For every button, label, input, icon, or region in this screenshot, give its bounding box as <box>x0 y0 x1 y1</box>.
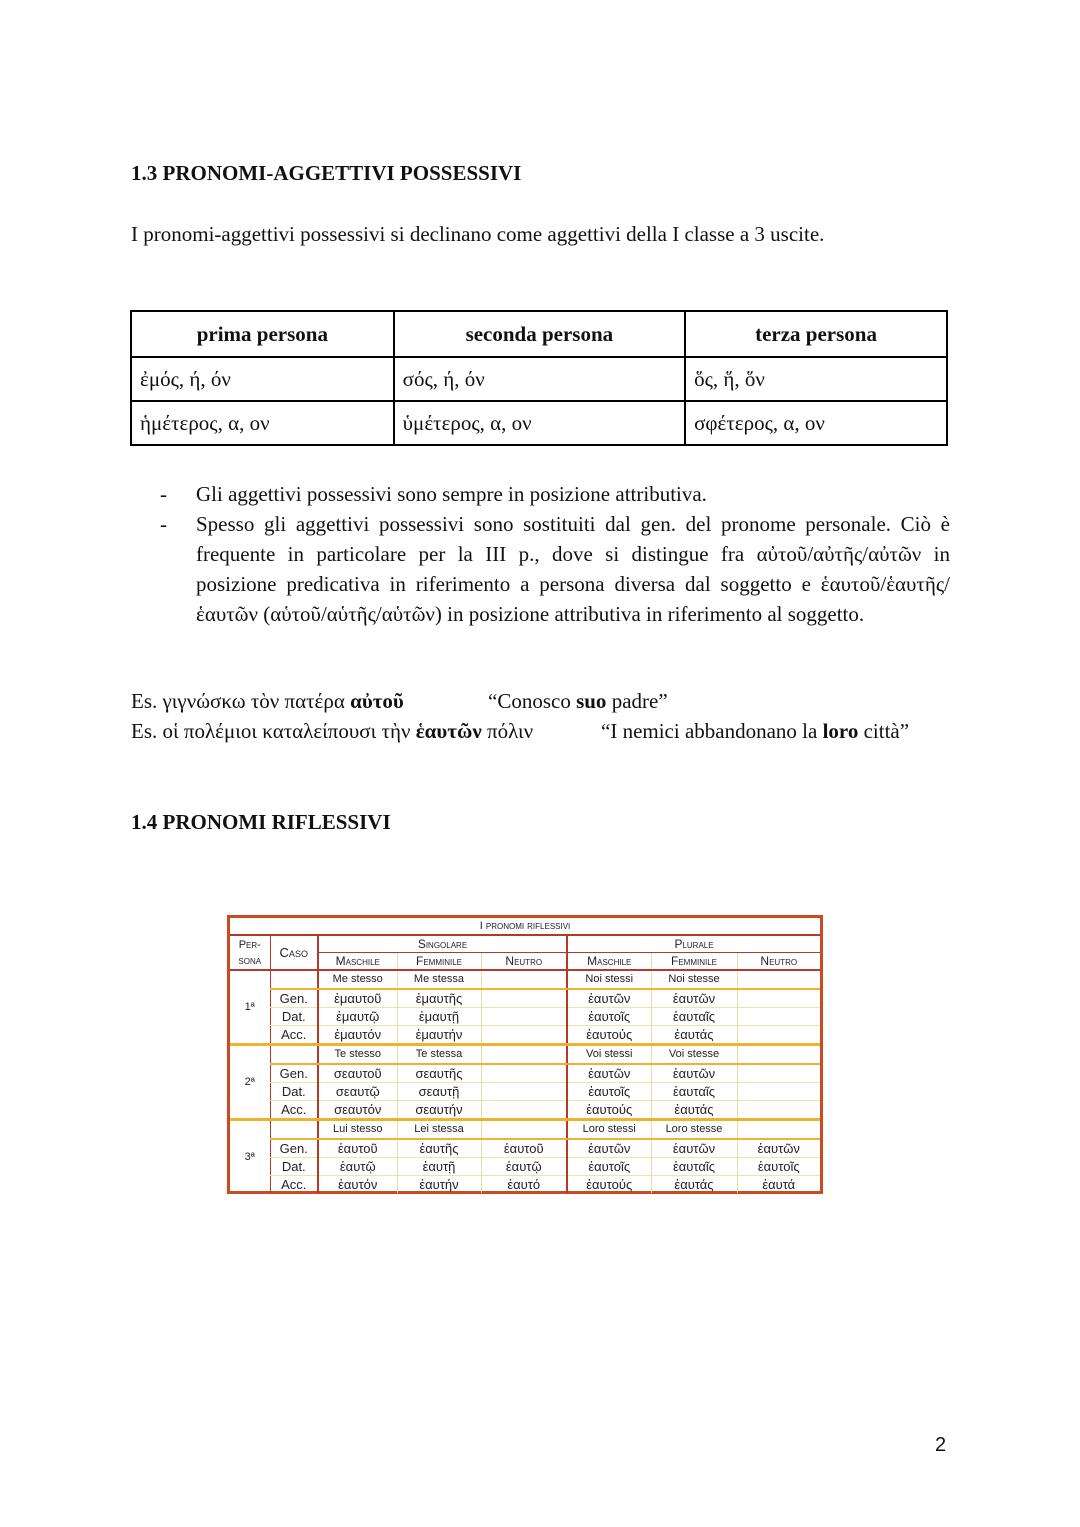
form-cell: ἑαυτῇ <box>397 1158 481 1176</box>
gloss-cell: Noi stessi <box>567 970 651 989</box>
gloss-cell <box>737 1045 820 1065</box>
form-cell <box>737 1064 820 1083</box>
form-cell: ἑαυτῶν <box>567 1064 651 1083</box>
form-cell: ἑαυτῶν <box>567 989 651 1008</box>
table-row <box>230 1158 820 1176</box>
gloss-cell: Te stessa <box>397 1045 481 1065</box>
form-cell: ἑαυτοῖς <box>567 1158 651 1176</box>
translation-text: “I nemici abbandonano la <box>601 719 823 743</box>
gender-header-row <box>230 953 820 971</box>
form-cell: ἑαυτῷ <box>481 1158 567 1176</box>
plurale-header: Plurale <box>567 935 820 953</box>
gender-header: Maschile <box>318 953 397 971</box>
caso-cell: Gen. <box>270 989 318 1008</box>
gloss-row <box>230 1120 820 1140</box>
table-cell: σός, ή, όν <box>394 357 685 401</box>
form-cell: ἐμαυτῇ <box>397 1008 481 1026</box>
form-cell <box>737 989 820 1008</box>
caso-cell: Acc. <box>270 1101 318 1120</box>
form-cell: ἑαυτοῦ <box>318 1139 397 1158</box>
gloss-cell <box>481 1120 567 1140</box>
caso-header: Caso <box>270 935 318 970</box>
example-greek-bold: αὐτοῦ <box>350 689 404 713</box>
notes-list <box>160 479 950 629</box>
form-cell <box>737 1008 820 1026</box>
table-header-row <box>131 311 947 357</box>
caso-cell: Acc. <box>270 1176 318 1194</box>
page-number: 2 <box>935 1434 947 1456</box>
gloss-cell: Loro stesse <box>651 1120 737 1140</box>
gloss-cell <box>481 970 567 989</box>
example-translation <box>488 689 668 714</box>
form-cell: ἑαυτῶν <box>651 989 737 1008</box>
table-row <box>230 1176 820 1194</box>
example-greek-bold: ἑαυτῶν <box>415 719 482 743</box>
reflexive-table-grid <box>230 918 820 1193</box>
form-cell: ἑαυτόν <box>318 1176 397 1194</box>
table-row <box>230 1101 820 1120</box>
translation-bold: suo <box>576 689 607 713</box>
form-cell <box>737 1083 820 1101</box>
caso-cell: Dat. <box>270 1083 318 1101</box>
gloss-cell <box>737 1120 820 1140</box>
form-cell: ἑαυτῆς <box>397 1139 481 1158</box>
form-cell: σεαυτῆς <box>397 1064 481 1083</box>
gloss-cell: Voi stessi <box>567 1045 651 1065</box>
gloss-cell: Lui stesso <box>318 1120 397 1140</box>
intro-paragraph: I pronomi-aggettivi possessivi si declinano come aggettivi della I classe a 3 uscite. <box>131 222 825 246</box>
gloss-cell: Me stessa <box>397 970 481 989</box>
table-row <box>230 1008 820 1026</box>
table-cell: σφέτερος, α, ον <box>685 401 947 445</box>
table-row <box>131 401 947 445</box>
caso-cell: Gen. <box>270 1139 318 1158</box>
gender-header: Neutro <box>481 953 567 971</box>
form-cell: ἑαυτῷ <box>318 1158 397 1176</box>
table-cell: ὅς, ἥ, ὅν <box>685 357 947 401</box>
form-cell <box>481 1008 567 1026</box>
form-cell: ἑαυταῖς <box>651 1083 737 1101</box>
gloss-row <box>230 1045 820 1065</box>
form-cell <box>481 1026 567 1045</box>
section-heading-possessivi: 1.3 PRONOMI-AGGETTIVI POSSESSIVI <box>131 161 522 185</box>
caso-cell <box>270 970 318 989</box>
caso-cell: Acc. <box>270 1026 318 1045</box>
reflexive-title-row <box>230 918 820 935</box>
gloss-cell: Me stesso <box>318 970 397 989</box>
translation-text: padre” <box>606 689 668 713</box>
possessive-table <box>130 310 948 446</box>
translation-bold: loro <box>822 719 859 743</box>
singolare-header: Singolare <box>318 935 567 953</box>
form-cell <box>481 1101 567 1120</box>
translation-text: “Conosco <box>488 689 577 713</box>
gender-header: Neutro <box>737 953 820 971</box>
form-cell: ἑαυτούς <box>567 1101 651 1120</box>
persona-cell: 2ª <box>230 1045 270 1120</box>
caso-cell <box>270 1120 318 1140</box>
form-cell: ἑαυτῶν <box>737 1139 820 1158</box>
table-row <box>230 1064 820 1083</box>
form-cell: σεαυτῷ <box>318 1083 397 1101</box>
list-item-text: Spesso gli aggettivi possessivi sono sostituiti dal gen. del pronome personale. Ciò è frequente in particolare per la III p., dove si distingue fra αὐτοῦ/αὐτῆς/αὐτῶν in posizione predicativa in riferimento a persona diversa dal soggetto e ἑαυτοῦ/ἑαυτῆς/ἑαυτῶν (αὑτοῦ/αὑτῆς/αὑτῶν) in posizione attributiva in riferimento al soggetto. <box>196 512 950 626</box>
form-cell: ἑαυτάς <box>651 1026 737 1045</box>
caso-cell: Gen. <box>270 1064 318 1083</box>
table-cell: ὑμέτερος, α, ον <box>394 401 685 445</box>
gloss-cell: Voi stesse <box>651 1045 737 1065</box>
caso-cell: Dat. <box>270 1158 318 1176</box>
gloss-cell: Loro stessi <box>567 1120 651 1140</box>
persona-header-line2: sona <box>238 954 262 967</box>
persona-header-line1: Per- <box>238 938 261 951</box>
form-cell: ἑαυταῖς <box>651 1008 737 1026</box>
table-cell: ἐμός, ή, όν <box>131 357 394 401</box>
gloss-cell: Te stesso <box>318 1045 397 1065</box>
form-cell: ἑαυτάς <box>651 1176 737 1194</box>
form-cell: ἑαυτοῖς <box>567 1083 651 1101</box>
list-item <box>160 509 950 629</box>
example-greek: Es. γιγνώσκω τὸν πατέρα <box>131 689 351 713</box>
form-cell: ἑαυτήν <box>397 1176 481 1194</box>
form-cell: ἑαυτάς <box>651 1101 737 1120</box>
form-cell: ἑαυτῶν <box>567 1139 651 1158</box>
gloss-cell: Lei stessa <box>397 1120 481 1140</box>
caso-cell <box>270 1045 318 1065</box>
form-cell: σεαυτήν <box>397 1101 481 1120</box>
bullet-marker: - <box>160 512 167 536</box>
table-row <box>230 1083 820 1101</box>
form-cell: ἐμαυτῷ <box>318 1008 397 1026</box>
gender-header: Maschile <box>567 953 651 971</box>
form-cell: ἑαυτοῖς <box>737 1158 820 1176</box>
example-2 <box>131 719 910 744</box>
list-item-text: Gli aggettivi possessivi sono sempre in posizione attributiva. <box>196 482 707 506</box>
table-cell: ἡμέτερος, α, ον <box>131 401 394 445</box>
header-seconda-persona: seconda persona <box>394 311 685 357</box>
form-cell: ἐμαυτόν <box>318 1026 397 1045</box>
form-cell: ἑαυτούς <box>567 1026 651 1045</box>
form-cell: ἐμαυτῆς <box>397 989 481 1008</box>
caso-cell: Dat. <box>270 1008 318 1026</box>
form-cell: σεαυτόν <box>318 1101 397 1120</box>
example-1 <box>131 689 668 714</box>
form-cell: ἑαυτά <box>737 1176 820 1194</box>
form-cell: ἑαυτῶν <box>651 1139 737 1158</box>
form-cell: ἐμαυτοῦ <box>318 989 397 1008</box>
table-row <box>230 1139 820 1158</box>
gloss-row <box>230 970 820 989</box>
form-cell <box>481 1083 567 1101</box>
persona-cell: 3ª <box>244 1150 255 1163</box>
reflexive-table-title: I pronomi riflessivi <box>230 918 820 935</box>
list-item <box>160 479 950 509</box>
example-translation <box>601 719 909 744</box>
reflexive-pronouns-table <box>227 915 823 1194</box>
reflexive-table-body <box>230 970 820 1193</box>
persona-cell: 1ª <box>230 970 270 1045</box>
form-cell: σεαυτοῦ <box>318 1064 397 1083</box>
form-cell <box>481 989 567 1008</box>
number-header-row <box>230 935 820 953</box>
bullet-marker: - <box>160 482 167 506</box>
form-cell <box>737 1101 820 1120</box>
form-cell: ἑαυτοῦ <box>481 1139 567 1158</box>
form-cell: ἑαυτῶν <box>651 1064 737 1083</box>
table-row <box>230 1026 820 1045</box>
form-cell <box>737 1026 820 1045</box>
form-cell: ἑαυταῖς <box>651 1158 737 1176</box>
header-terza-persona: terza persona <box>685 311 947 357</box>
form-cell: σεαυτῇ <box>397 1083 481 1101</box>
gender-header: Femminile <box>651 953 737 971</box>
form-cell: ἑαυτούς <box>567 1176 651 1194</box>
gloss-cell <box>737 970 820 989</box>
section-heading-riflessivi: 1.4 PRONOMI RIFLESSIVI <box>131 810 391 834</box>
gender-header: Femminile <box>397 953 481 971</box>
form-cell: ἐμαυτήν <box>397 1026 481 1045</box>
example-greek: Es. οἱ πολέμιοι καταλείπουσι τὴν <box>131 719 416 743</box>
form-cell: ἑαυτοῖς <box>567 1008 651 1026</box>
table-row <box>230 989 820 1008</box>
gloss-cell: Noi stesse <box>651 970 737 989</box>
table-row <box>131 357 947 401</box>
translation-text: città” <box>858 719 910 743</box>
header-prima-persona: prima persona <box>131 311 394 357</box>
gloss-cell <box>481 1045 567 1065</box>
form-cell <box>481 1064 567 1083</box>
example-greek-suffix: πόλιν <box>481 719 534 743</box>
persona-header <box>230 935 270 970</box>
form-cell: ἑαυτό <box>481 1176 567 1194</box>
